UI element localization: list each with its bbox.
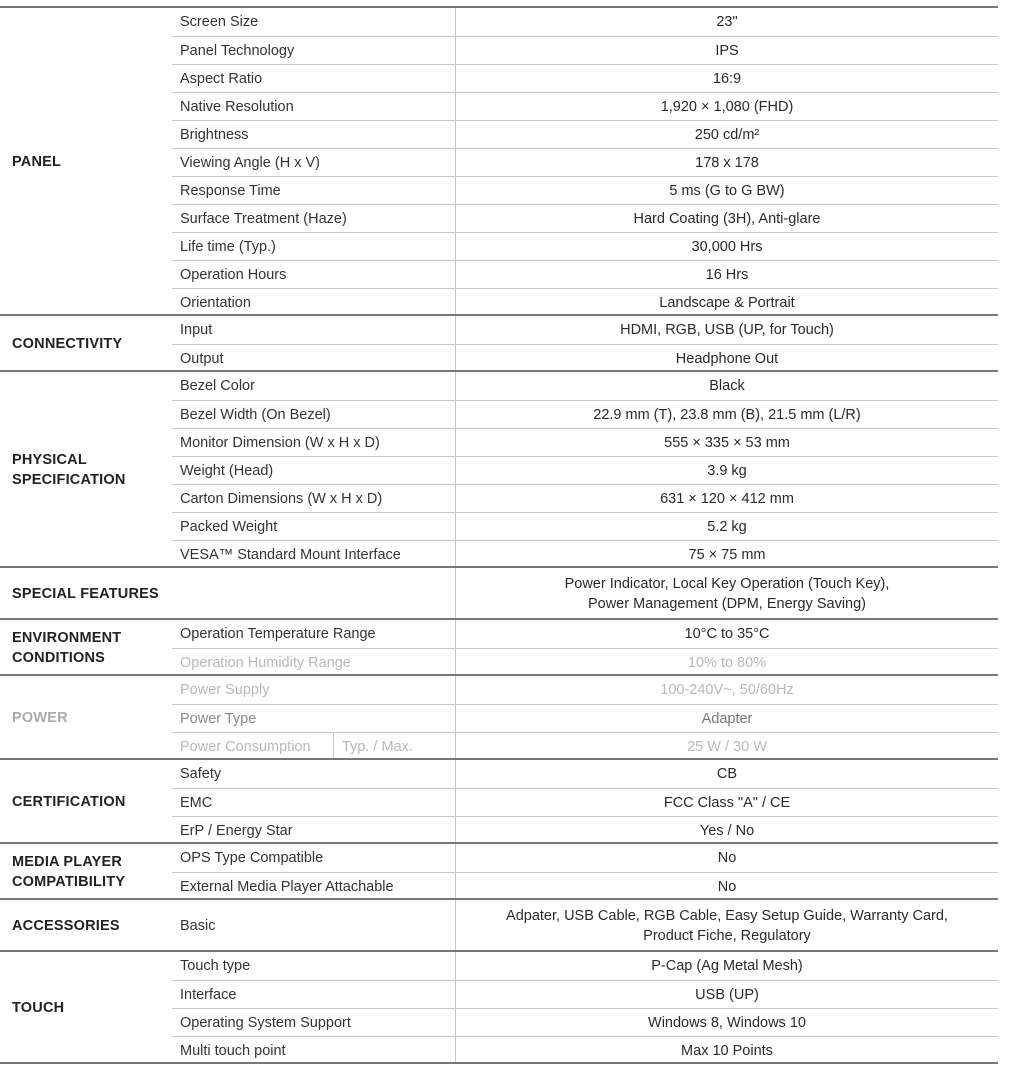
spec-value	[456, 1009, 998, 1036]
spec-row	[172, 648, 998, 676]
spec-value-text: 631 × 120 × 412 mm	[660, 490, 794, 507]
spec-label: Screen Size	[172, 8, 456, 36]
spec-value	[456, 513, 998, 540]
spec-label: Output	[172, 345, 456, 372]
section-media-player-compatibility	[0, 842, 998, 900]
category-label	[0, 900, 172, 952]
spec-row	[172, 92, 998, 120]
spec-row	[172, 872, 998, 900]
spec-value	[456, 289, 998, 316]
spec-value	[456, 873, 998, 900]
spec-row	[172, 568, 998, 620]
spec-row	[172, 760, 998, 788]
spec-label: Safety	[172, 760, 456, 788]
category-text: POWER	[12, 710, 68, 726]
spec-label: Bezel Color	[172, 372, 456, 400]
section-panel	[0, 6, 998, 316]
spec-value-text: Power Indicator, Local Key Operation (Touch Key), Power Management (DPM, Energy Saving)	[564, 576, 890, 612]
spec-row	[172, 900, 998, 952]
spec-value	[456, 205, 998, 232]
spec-row	[172, 204, 998, 232]
spec-row	[172, 620, 998, 648]
category-text: MEDIA PLAYER COMPATIBILITY	[12, 854, 126, 890]
spec-value-text: 100-240V~, 50/60Hz	[660, 682, 794, 698]
spec-label: Bezel Width (On Bezel)	[172, 401, 456, 428]
spec-label: Power Supply	[172, 676, 456, 704]
spec-value-text: Max 10 Points	[681, 1042, 773, 1059]
spec-label: External Media Player Attachable	[172, 873, 456, 900]
spec-value-text: Black	[709, 378, 745, 394]
spec-value	[456, 177, 998, 204]
spec-label: Orientation	[172, 289, 456, 316]
section-connectivity	[0, 314, 998, 372]
spec-label: OPS Type Compatible	[172, 844, 456, 872]
spec-value	[456, 121, 998, 148]
spec-row	[172, 372, 998, 400]
section-power	[0, 674, 998, 760]
spec-value-text: 23"	[716, 14, 738, 30]
spec-value-text: 178 x 178	[695, 154, 759, 171]
spec-row	[172, 64, 998, 92]
spec-value-text: Windows 8, Windows 10	[648, 1014, 806, 1031]
spec-row	[172, 676, 998, 704]
spec-row	[172, 176, 998, 204]
category-text: TOUCH	[12, 1000, 65, 1016]
spec-row	[172, 540, 998, 568]
spec-row	[172, 980, 998, 1008]
spec-value-text: P-Cap (Ag Metal Mesh)	[651, 958, 803, 974]
table-bottom-divider	[0, 1062, 998, 1064]
spec-row	[172, 120, 998, 148]
spec-row	[172, 1036, 998, 1064]
spec-value	[456, 952, 998, 980]
spec-value	[456, 345, 998, 372]
spec-label: Operation Temperature Range	[172, 620, 456, 648]
category-text: SPECIAL FEATURES	[12, 586, 159, 602]
category-label	[0, 8, 172, 316]
spec-value-text: 25 W / 30 W	[687, 738, 767, 755]
spec-label: Surface Treatment (Haze)	[172, 205, 456, 232]
spec-value-text: 5.2 kg	[707, 518, 747, 535]
spec-value-text: 5 ms (G to G BW)	[669, 182, 785, 199]
spec-value	[456, 93, 998, 120]
spec-row	[172, 8, 998, 36]
spec-value	[456, 789, 998, 816]
spec-value-text: 75 × 75 mm	[688, 546, 766, 563]
spec-value	[456, 568, 998, 620]
spec-row	[172, 344, 998, 372]
spec-value	[456, 233, 998, 260]
spec-value-text: Adpater, USB Cable, RGB Cable, Easy Setup Guide, Warranty Card, Product Fiche, Regulatory	[506, 908, 948, 944]
spec-value	[456, 149, 998, 176]
spec-value	[456, 649, 998, 676]
spec-value	[456, 372, 998, 400]
spec-label: Power Type	[172, 705, 456, 732]
spec-value	[456, 900, 998, 952]
spec-value-text: 3.9 kg	[707, 462, 747, 479]
category-label	[0, 844, 172, 900]
spec-value-text: Headphone Out	[675, 350, 779, 367]
spec-value	[456, 844, 998, 872]
spec-value	[456, 733, 998, 760]
spec-value-text: HDMI, RGB, USB (UP, for Touch)	[620, 322, 834, 338]
spec-value-text: 22.9 mm (T), 23.8 mm (B), 21.5 mm (L/R)	[593, 406, 861, 423]
spec-label: Native Resolution	[172, 93, 456, 120]
spec-value-text: 10% to 80%	[687, 654, 767, 671]
spec-value-text: FCC Class "A" / CE	[663, 794, 791, 811]
spec-label: Brightness	[172, 121, 456, 148]
spec-label-text: Power Consumption	[180, 738, 311, 755]
spec-label: EMC	[172, 789, 456, 816]
spec-value-text: 250 cd/m²	[694, 126, 760, 143]
spec-value	[456, 817, 998, 844]
spec-label: Carton Dimensions (W x H x D)	[172, 485, 456, 512]
spec-label: Packed Weight	[172, 513, 456, 540]
spec-value-text: 16:9	[712, 70, 742, 87]
spec-row	[172, 1008, 998, 1036]
spec-value-text: Landscape & Portrait	[659, 294, 795, 311]
spec-row	[172, 36, 998, 64]
section-special-features	[0, 566, 998, 620]
spec-value-text: 16 Hrs	[705, 266, 749, 283]
spec-row	[172, 512, 998, 540]
category-text: CERTIFICATION	[12, 794, 126, 810]
category-label	[0, 372, 172, 568]
category-label	[0, 952, 172, 1064]
spec-value	[456, 541, 998, 568]
category-label	[0, 568, 172, 620]
spec-row	[172, 788, 998, 816]
section-environment-conditions	[0, 618, 998, 676]
spec-label: Input	[172, 316, 456, 344]
spec-label: Operation Humidity Range	[172, 649, 456, 676]
spec-row	[172, 456, 998, 484]
spec-row	[172, 952, 998, 980]
spec-value-text: Yes / No	[699, 822, 755, 839]
category-text: ENVIRONMENT CONDITIONS	[12, 630, 122, 666]
spec-label: Interface	[172, 981, 456, 1008]
spec-value	[456, 676, 998, 704]
spec-row	[172, 816, 998, 844]
category-text: CONNECTIVITY	[12, 336, 123, 352]
section-physical-specification	[0, 370, 998, 568]
spec-value-text: 555 × 335 × 53 mm	[664, 434, 790, 451]
spec-row	[172, 428, 998, 456]
spec-label: Response Time	[172, 177, 456, 204]
spec-row	[172, 288, 998, 316]
category-label	[0, 620, 172, 676]
spec-label: Operation Hours	[172, 261, 456, 288]
section-accessories	[0, 898, 998, 952]
spec-row	[172, 260, 998, 288]
spec-label: Panel Technology	[172, 37, 456, 64]
spec-value	[456, 8, 998, 36]
spec-label	[172, 733, 456, 760]
spec-row	[172, 316, 998, 344]
category-text: ACCESSORIES	[12, 918, 120, 934]
spec-value-text: 30,000 Hrs	[691, 238, 763, 255]
spec-label: Operating System Support	[172, 1009, 456, 1036]
category-text: PHYSICAL SPECIFICATION	[12, 452, 126, 488]
spec-value	[456, 401, 998, 428]
category-label	[0, 676, 172, 760]
spec-value	[456, 705, 998, 732]
spec-value	[456, 485, 998, 512]
spec-label: Multi touch point	[172, 1037, 456, 1064]
spec-label: VESA™ Standard Mount Interface	[172, 541, 456, 568]
category-label	[0, 760, 172, 844]
spec-value-text: Adapter	[701, 710, 753, 727]
spec-value-text: IPS	[715, 42, 739, 59]
spec-label: Viewing Angle (H x V)	[172, 149, 456, 176]
spec-value-text: No	[717, 850, 737, 866]
spec-value	[456, 429, 998, 456]
spec-value	[456, 981, 998, 1008]
spec-value	[456, 261, 998, 288]
spec-label: Monitor Dimension (W x H x D)	[172, 429, 456, 456]
spec-label: Life time (Typ.)	[172, 233, 456, 260]
spec-row	[172, 148, 998, 176]
spec-value	[456, 457, 998, 484]
spec-row	[172, 484, 998, 512]
spec-label: Touch type	[172, 952, 456, 980]
spec-value-text: No	[717, 878, 737, 895]
spec-value	[456, 37, 998, 64]
spec-value-text: CB	[716, 766, 738, 782]
category-label	[0, 316, 172, 372]
section-touch	[0, 950, 998, 1064]
spec-label: Basic	[172, 900, 456, 952]
spec-value	[456, 760, 998, 788]
spec-label: Aspect Ratio	[172, 65, 456, 92]
category-text: PANEL	[12, 154, 62, 170]
spec-label	[172, 568, 456, 620]
spec-row	[172, 232, 998, 260]
spec-label: ErP / Energy Star	[172, 817, 456, 844]
spec-value-text: Hard Coating (3H), Anti-glare	[633, 210, 821, 227]
spec-value	[456, 620, 998, 648]
spec-row	[172, 844, 998, 872]
spec-value	[456, 1037, 998, 1064]
spec-sublabel: Typ. / Max.	[333, 733, 455, 760]
section-certification	[0, 758, 998, 844]
spec-row	[172, 704, 998, 732]
spec-value-text: 10°C to 35°C	[684, 626, 770, 642]
spec-value	[456, 316, 998, 344]
spec-value-text: USB (UP)	[695, 986, 759, 1003]
spec-row	[172, 400, 998, 428]
spec-row	[172, 732, 998, 760]
spec-label: Weight (Head)	[172, 457, 456, 484]
spec-value	[456, 65, 998, 92]
spec-value-text: 1,920 × 1,080 (FHD)	[660, 98, 794, 115]
